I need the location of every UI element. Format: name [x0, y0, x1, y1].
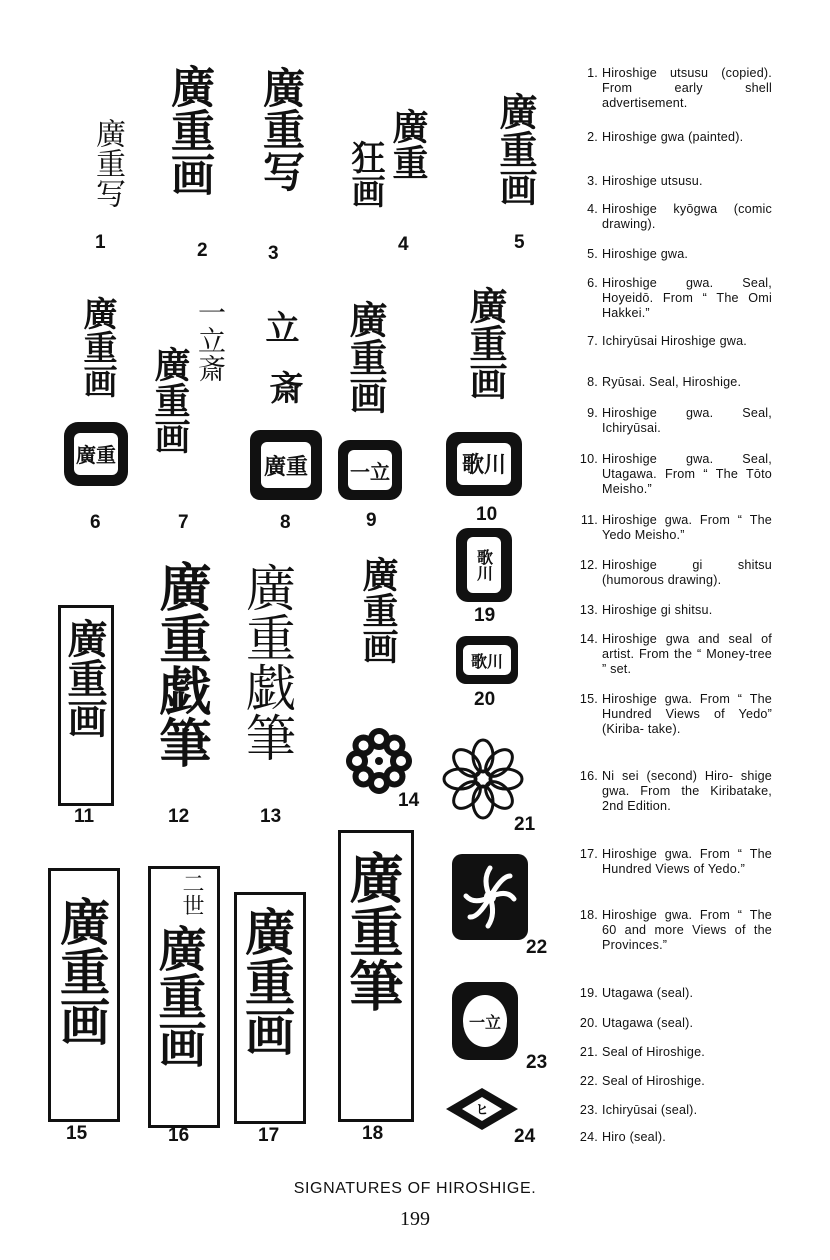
seal-20: [456, 636, 518, 684]
caption-23: 23. Ichiryūsai (seal).: [579, 1103, 698, 1117]
seal-8: [250, 430, 322, 500]
figure-number-5: 5: [514, 232, 525, 253]
signature-16: 廣重画: [150, 924, 206, 1068]
signature-8-sai: 斎: [263, 370, 303, 404]
figure-number-22: 22: [526, 937, 548, 958]
figure-number-17: 17: [258, 1125, 280, 1146]
seal-8-glyph: 廣重: [261, 442, 311, 488]
figure-number-11: 11: [74, 806, 95, 827]
figure-number-1: 1: [95, 232, 106, 253]
seal-9-glyph: 一立: [348, 450, 393, 490]
seal-24-glyph: ヒ: [475, 1103, 489, 1118]
seal-6: [64, 422, 128, 486]
seal-10: [446, 432, 522, 496]
signature-3: 廣重写: [257, 66, 306, 192]
signature-18: 廣重筆: [341, 850, 405, 1012]
figure-number-6: 6: [90, 512, 101, 533]
signature-2: 廣重画: [163, 64, 214, 196]
caption-8: 8. Ryūsai. Seal, Hiroshige.: [587, 375, 742, 389]
caption-19: 19. Utagawa (seal).: [579, 986, 694, 1000]
caption-10: 10. Hiroshige gwa. Seal, Utagawa. From “ The Tōto Meisho.”: [579, 452, 772, 496]
signature-12: 廣重戯筆: [150, 560, 211, 768]
figure-number-2: 2: [197, 240, 208, 261]
signature-4-kyogwa: 狂画: [345, 140, 385, 208]
signature-15: 廣重画: [52, 896, 111, 1046]
signature-16-nisei: 二世: [179, 872, 204, 916]
signature-7-ichiryusai: 一立斎: [194, 298, 227, 382]
signature-17: 廣重画: [237, 906, 296, 1056]
figure-number-24: 24: [514, 1126, 536, 1147]
caption-2: 2. Hiroshige gwa (painted).: [587, 130, 744, 144]
signature-6: 廣重画: [77, 296, 117, 398]
figure-number-13: 13: [260, 806, 282, 827]
signature-13: 廣重戯筆: [238, 562, 296, 762]
caption-24: 24. Hiro (seal).: [579, 1130, 666, 1144]
caption-3: 3. Hiroshige utsusu.: [587, 174, 703, 188]
signature-5: 廣重画: [493, 92, 538, 206]
figure-number-16: 16: [168, 1125, 190, 1146]
caption-6: 6. Hiroshige gwa. Seal, Hoyeidō. From “ The Omi Hakkei.”: [587, 276, 772, 320]
seal-21-flower-icon: [440, 736, 526, 822]
figure-number-8: 8: [280, 512, 291, 533]
signature-1: 廣重写: [90, 118, 125, 208]
caption-12: 12. Hiroshige gi shitsu (humorous drawing).: [579, 558, 772, 587]
caption-17: 17. Hiroshige gwa. From “ The Hundred Views of Yedo.”: [579, 847, 772, 876]
caption-21: 21. Seal of Hiroshige.: [579, 1045, 706, 1059]
signature-9: 廣重画: [343, 300, 388, 414]
figure-number-15: 15: [66, 1123, 88, 1144]
caption-4: 4. Hiroshige kyōgwa (comic drawing).: [587, 202, 772, 231]
caption-18: 18. Hiroshige gwa. From “ The 60 and more Views of the Provinces.”: [579, 908, 772, 952]
signature-14: 廣重画: [357, 556, 399, 664]
seal-23: [452, 982, 518, 1060]
caption-16: 16. Ni sei (second) Hiro- shige gwa. From the Kiribatake, 2nd Edition.: [579, 769, 772, 813]
caption-11: 11. Hiroshige gwa. From “ The Yedo Meisho.”: [580, 513, 772, 542]
seal-14-flower-icon: [344, 726, 414, 796]
caption-13: 13. Hiroshige gi shitsu.: [579, 603, 713, 617]
figure-number-10: 10: [476, 504, 498, 525]
figure-number-7: 7: [178, 512, 189, 533]
figure-number-4: 4: [398, 234, 409, 255]
plate-title: SIGNATURES OF HIROSHIGE.: [293, 1180, 537, 1197]
signature-4-name: 廣重: [387, 108, 429, 180]
caption-5: 5. Hiroshige gwa.: [587, 247, 689, 261]
caption-1: 1. Hiroshige utsusu (copied). From early shell advertisement.: [587, 66, 772, 110]
figure-number-9: 9: [366, 510, 377, 531]
caption-9: 9. Hiroshige gwa. Seal, Ichiryūsai.: [587, 406, 772, 435]
seal-9: [338, 440, 402, 500]
signature-7: 廣重画: [149, 346, 191, 454]
signature-8-ryu: 立: [259, 310, 299, 344]
figure-number-12: 12: [168, 806, 190, 827]
seal-22-wheel-icon: [452, 854, 528, 940]
figure-number-3: 3: [268, 243, 279, 264]
seal-6-glyph: 廣重: [74, 433, 119, 475]
figure-number-21: 21: [514, 814, 536, 835]
seal-19: [456, 528, 512, 602]
figure-number-20: 20: [474, 689, 496, 710]
caption-20: 20. Utagawa (seal).: [579, 1016, 694, 1030]
seal-23-glyph: 一立: [463, 995, 507, 1046]
signature-11: 廣重画: [61, 618, 108, 738]
seal-19-glyph: 歌川: [467, 537, 501, 593]
caption-15: 15. Hiroshige gwa. From “ The Hundred Views of Yedo” (Kiriba- take).: [579, 692, 772, 736]
caption-14: 14. Hiroshige gwa and seal of artist. From the “ Money-tree ” set.: [579, 632, 772, 676]
caption-7: 7. Ichiryūsai Hiroshige gwa.: [587, 334, 747, 348]
signature-10: 廣重画: [463, 286, 508, 400]
figure-number-23: 23: [526, 1052, 548, 1073]
caption-22: 22. Seal of Hiroshige.: [579, 1074, 706, 1088]
seal-24-diamond-icon: [444, 1086, 520, 1132]
seal-10-glyph: 歌川: [457, 443, 510, 485]
figure-number-14: 14: [398, 790, 420, 811]
figure-number-19: 19: [474, 605, 496, 626]
page-number: 199: [400, 1208, 430, 1230]
figure-number-18: 18: [362, 1123, 384, 1144]
seal-20-glyph: 歌川: [463, 645, 510, 676]
